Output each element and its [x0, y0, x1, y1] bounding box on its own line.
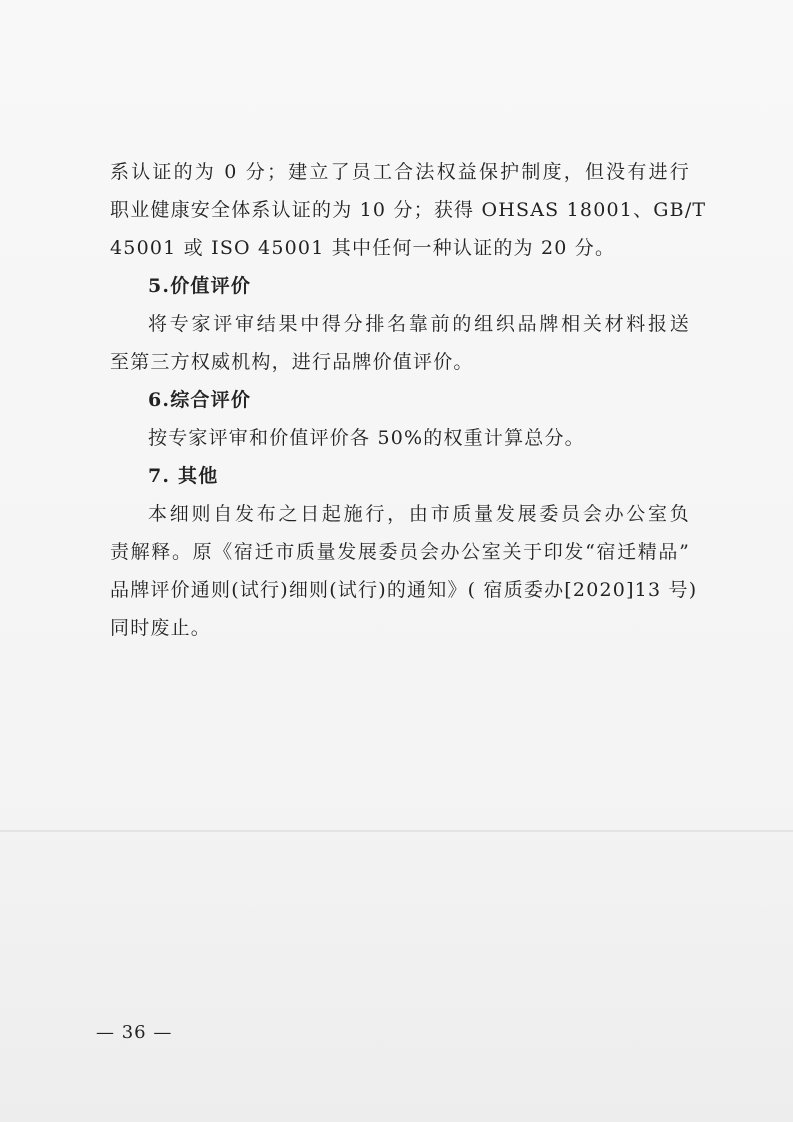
- scan-artifact-band: [0, 830, 793, 832]
- text-line: 45001 或 ISO 45001 其中任何一种认证的为 20 分。: [110, 237, 616, 259]
- document-body: [110, 153, 707, 647]
- text-line: 本细则自发布之日起施行，由市质量发展委员会办公室负: [148, 503, 690, 525]
- section-heading-comprehensive-evaluation: 6.综合评价: [148, 389, 252, 411]
- text-line: 职业健康安全体系认证的为 10 分；获得 OHSAS 18001、GB/T: [110, 199, 707, 221]
- text-line: 同时废止。: [110, 617, 212, 639]
- text-line: 至第三方权威机构，进行品牌价值评价。: [110, 351, 474, 373]
- text-line: 将专家评审结果中得分排名靠前的组织品牌相关材料报送: [148, 313, 690, 335]
- text-line: 品牌评价通则(试行)细则(试行)的通知》( 宿质委办[2020]13 号): [110, 579, 698, 601]
- page-number: — 36 —: [96, 1022, 173, 1043]
- section-heading-other: 7. 其他: [148, 465, 219, 487]
- section-heading-value-evaluation: 5.价值评价: [148, 275, 252, 297]
- text-line: 按专家评审和价值评价各 50%的权重计算总分。: [148, 427, 585, 449]
- text-line: 系认证的为 0 分；建立了员工合法权益保护制度，但没有进行: [110, 161, 690, 183]
- text-line: 责解释。原《宿迁市质量发展委员会办公室关于印发“宿迁精品”: [110, 541, 690, 563]
